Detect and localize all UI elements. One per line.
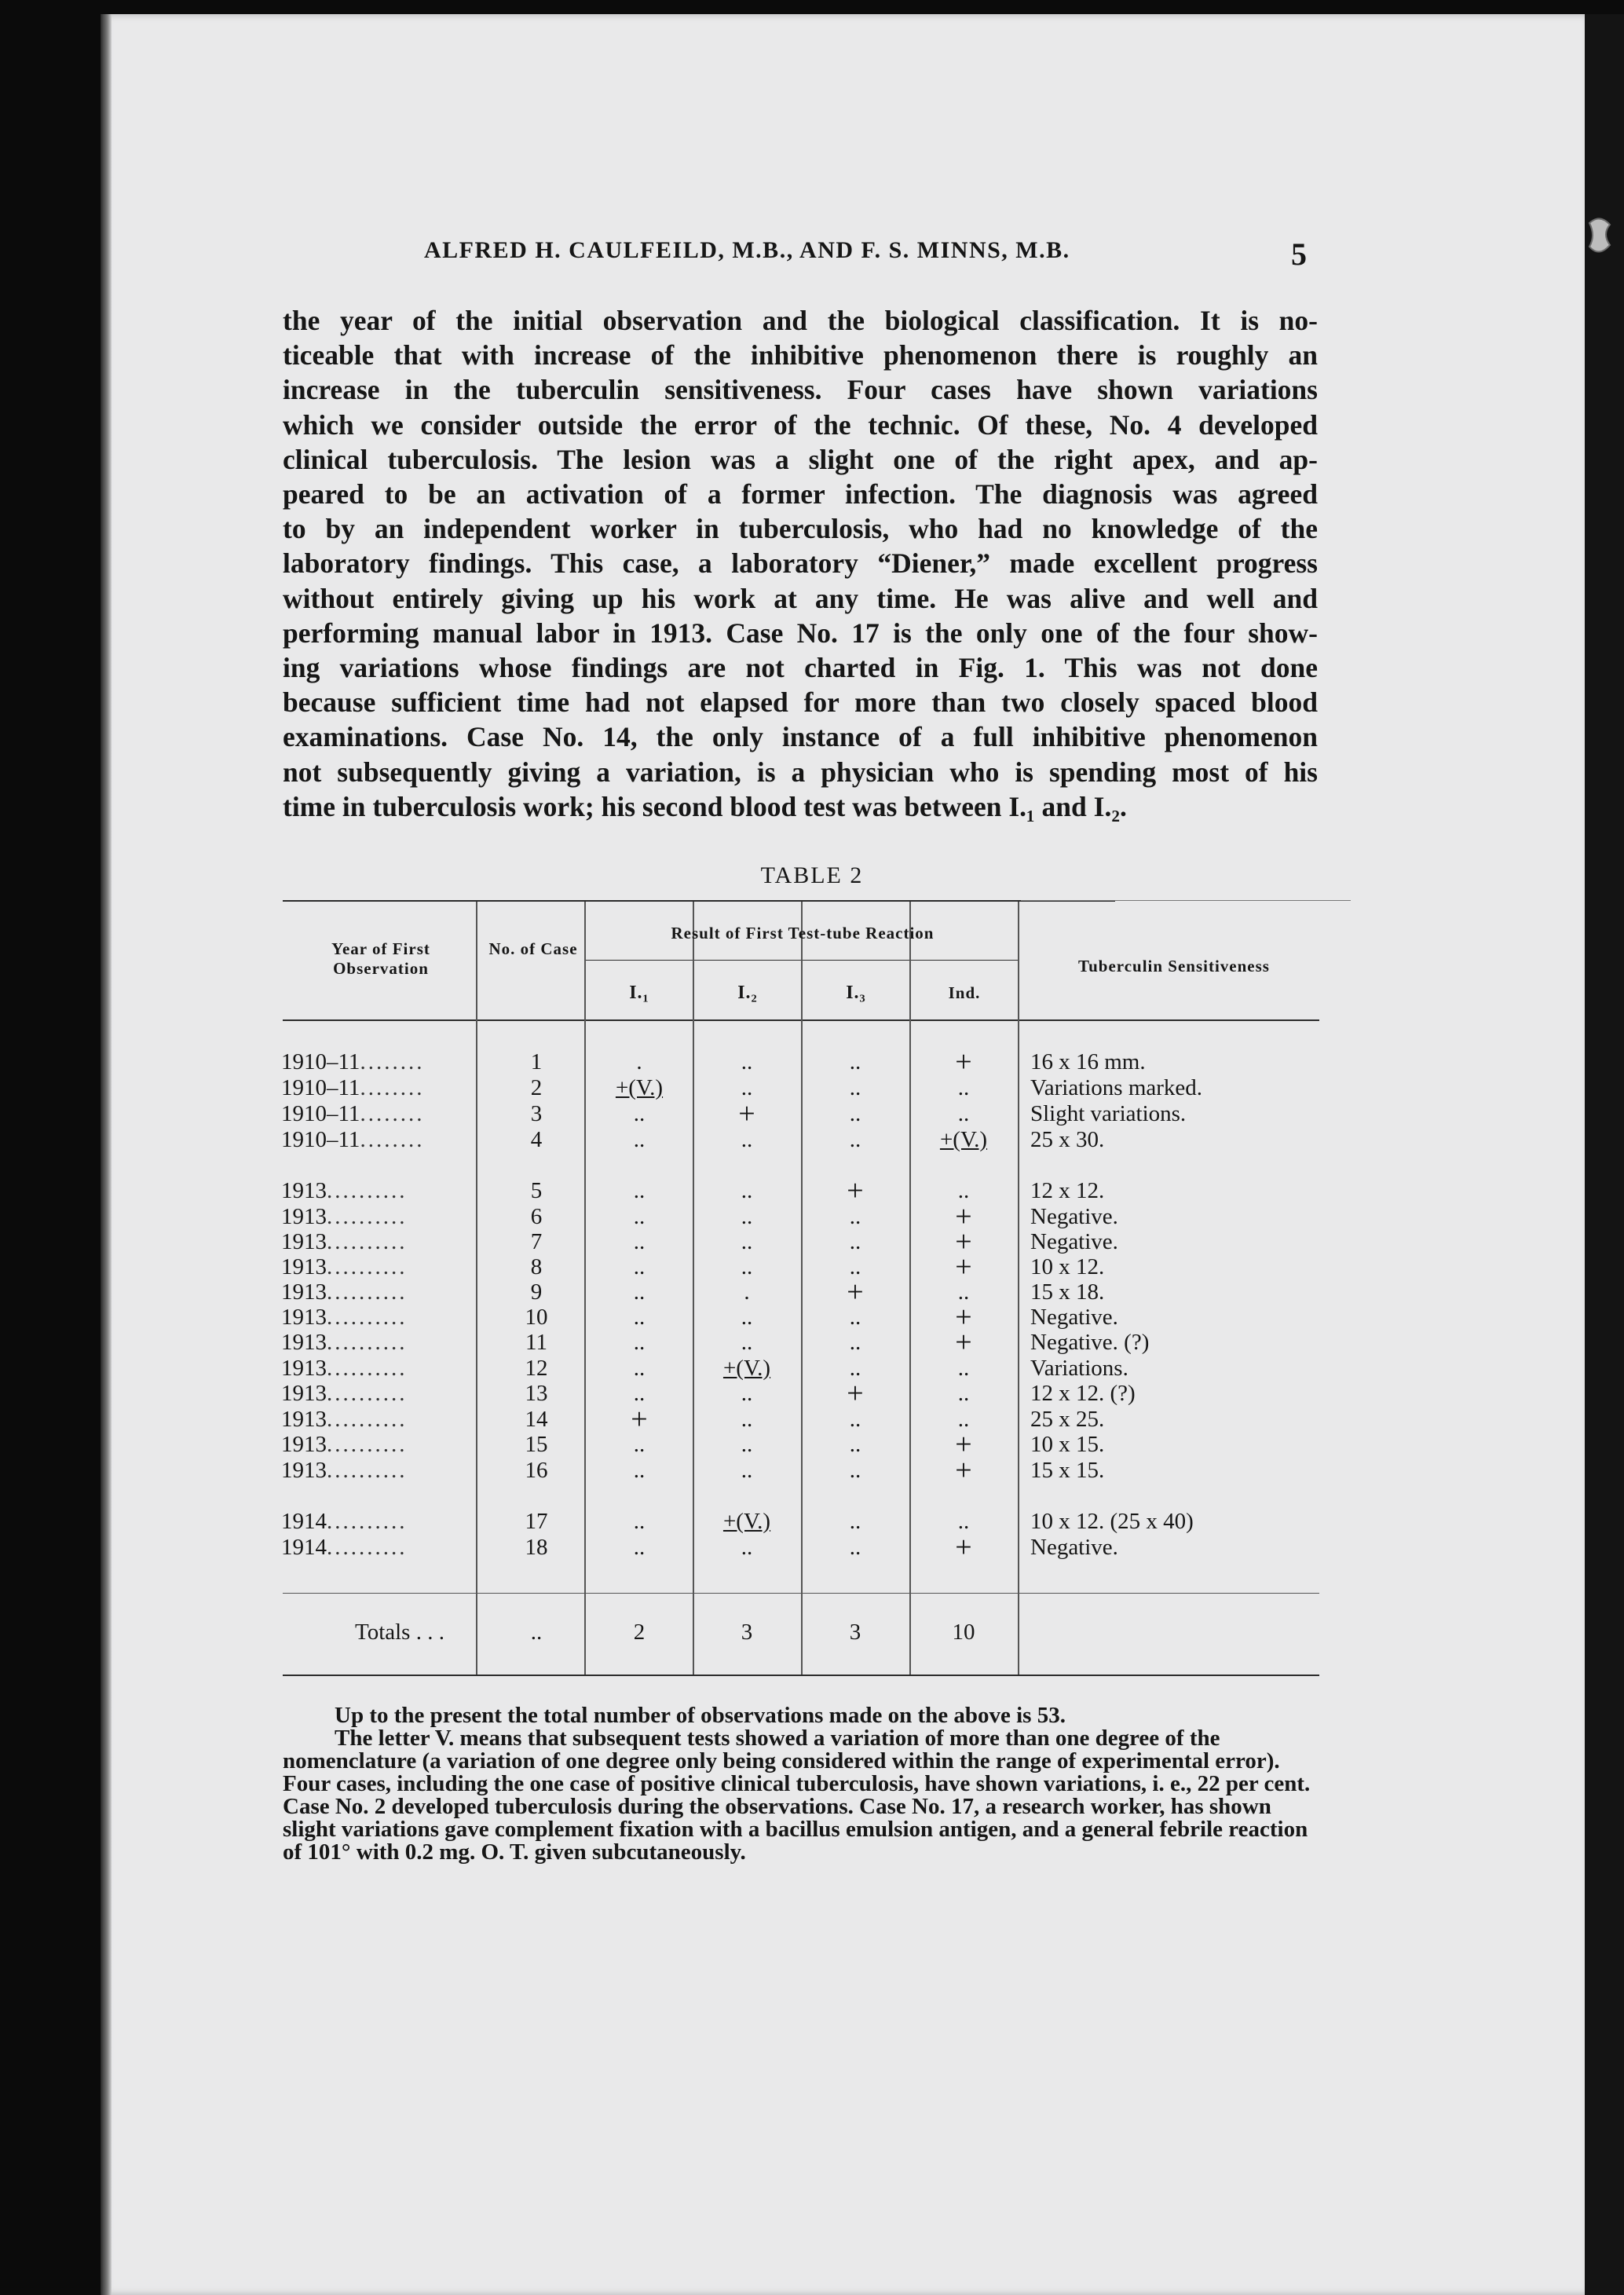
result-cell-i1: .. <box>633 1204 646 1229</box>
result-cell-i2: .. <box>741 1535 753 1560</box>
result-cell-i2: +(V.) <box>722 1356 771 1381</box>
result-cell-i2: .. <box>741 1178 753 1203</box>
table-row-year <box>281 1305 470 1331</box>
result-cell-ind: + <box>955 1225 972 1258</box>
result-cell-i3: .. <box>849 1458 861 1483</box>
result-cell-i1: .. <box>633 1127 646 1152</box>
result-cell-i2: .. <box>741 1330 753 1355</box>
body-line: to by an independent worker in tuberculosis, who had no knowledge of the <box>283 513 1318 545</box>
result-cell-i2: . <box>744 1279 750 1305</box>
table-row-year <box>281 1279 470 1305</box>
dot-leader: .......... <box>327 1407 408 1432</box>
header-i3: I.₃ <box>846 983 866 1003</box>
table-row-year <box>281 1356 470 1382</box>
totals-ind: 10 <box>952 1620 975 1645</box>
result-cell-ind: + <box>955 1045 972 1078</box>
result-cell-i1: .. <box>633 1254 646 1279</box>
header-i2: I.₂ <box>737 983 758 1003</box>
totals-i2: 3 <box>741 1620 753 1645</box>
body-line: laboratory findings. This case, a laboratory “Diener,” made excellent progress <box>283 547 1318 580</box>
year-value: 1913 <box>281 1178 327 1203</box>
header-year: Year of First Observation <box>331 939 430 978</box>
table-row-year <box>281 1254 470 1280</box>
result-cell-i3: .. <box>849 1407 861 1432</box>
case-number: 12 <box>525 1356 548 1381</box>
body-paragraph <box>283 303 1318 824</box>
year-value: 1910–11 <box>281 1127 360 1152</box>
result-cell-i1: .. <box>633 1381 646 1406</box>
dot-leader: ........ <box>360 1075 425 1100</box>
table-row-year <box>281 1432 470 1458</box>
case-number: 16 <box>525 1458 548 1483</box>
result-cell-i2: .. <box>741 1075 753 1100</box>
result-cell-i1: .. <box>633 1330 646 1355</box>
result-cell-i1: .. <box>633 1535 646 1560</box>
totals-label: Totals . . . <box>355 1620 444 1645</box>
sensitiveness-value: 25 x 30. <box>1030 1127 1105 1152</box>
result-cell-i1: .. <box>633 1101 646 1126</box>
result-cell-i3: .. <box>849 1305 861 1330</box>
result-cell-ind: .. <box>957 1101 970 1126</box>
page-binding-shadow <box>101 14 112 2295</box>
body-line: without entirely giving up his work at any time. He was alive and well and <box>283 582 1318 614</box>
body-line: time in tuberculosis work; his second blood test was between I.₁ and I.₂. <box>283 790 1127 822</box>
header-ind: Ind. <box>948 983 981 1002</box>
sensitiveness-value: Negative. <box>1030 1535 1118 1560</box>
result-cell-i2: .. <box>741 1305 753 1330</box>
year-value: 1910–11 <box>281 1049 360 1074</box>
result-cell-ind: .. <box>957 1509 970 1534</box>
result-cell-i1: .. <box>633 1305 646 1330</box>
result-cell-i1: .. <box>633 1432 646 1457</box>
footnote-line-1: Up to the present the total number of observations made on the above is 53. <box>335 1703 1066 1728</box>
case-number: 5 <box>530 1178 543 1203</box>
year-value: 1913 <box>281 1381 327 1406</box>
result-cell-ind: + <box>955 1250 972 1283</box>
result-cell-i2: + <box>738 1097 755 1130</box>
result-cell-i1: . <box>636 1049 642 1074</box>
year-value: 1913 <box>281 1458 327 1483</box>
result-cell-i2: .. <box>741 1432 753 1457</box>
body-line: which we consider outside the error of the technic. Of these, No. 4 developed <box>283 408 1318 441</box>
year-value: 1910–11 <box>281 1101 360 1126</box>
body-line: clinical tuberculosis. The lesion was a slight one of the right apex, and ap- <box>283 443 1318 475</box>
result-cell-ind: + <box>955 1428 972 1461</box>
result-cell-i1: .. <box>633 1356 646 1381</box>
result-cell-i2: .. <box>741 1407 753 1432</box>
body-line: increase in the tuberculin sensitiveness. Four cases have shown variations <box>283 374 1318 406</box>
sensitiveness-value: 15 x 18. <box>1030 1279 1105 1305</box>
result-cell-i1: .. <box>633 1458 646 1483</box>
sensitiveness-value: 12 x 12. <box>1030 1178 1105 1203</box>
year-value: 1913 <box>281 1356 327 1381</box>
header-sensitiveness: Tuberculin Sensitiveness <box>1078 957 1270 975</box>
body-line: peared to be an activation of a former infection. The diagnosis was agreed <box>283 478 1318 511</box>
table-row-year <box>281 1509 470 1535</box>
result-cell-i1: .. <box>633 1279 646 1305</box>
body-line: performing manual labor in 1913. Case No. 17 is the only one of the four show- <box>283 617 1318 649</box>
case-number: 14 <box>525 1407 548 1432</box>
dot-leader: ........ <box>360 1127 425 1152</box>
sensitiveness-value: 10 x 12. <box>1030 1254 1105 1279</box>
result-cell-i3: .. <box>849 1432 861 1457</box>
table-row-year <box>281 1075 470 1101</box>
result-cell-ind: .. <box>957 1356 970 1381</box>
result-cell-i1: + <box>631 1403 648 1436</box>
result-cell-i2: .. <box>741 1204 753 1229</box>
result-cell-i1: .. <box>633 1178 646 1203</box>
sensitiveness-value: 25 x 25. <box>1030 1407 1105 1432</box>
result-cell-i2: .. <box>741 1229 753 1254</box>
table-top-rule-right <box>1021 900 1351 901</box>
sensitiveness-value: Negative. <box>1030 1204 1118 1229</box>
header-result-group: Result of First Test-tube Reaction <box>671 924 935 943</box>
result-cell-i3: .. <box>849 1509 861 1534</box>
dot-leader: ........ <box>360 1049 425 1074</box>
result-cell-ind: .. <box>957 1279 970 1305</box>
year-value: 1913 <box>281 1330 327 1355</box>
table-row-year <box>281 1458 470 1484</box>
case-number: 1 <box>530 1049 543 1074</box>
result-cell-i2: +(V.) <box>722 1509 771 1534</box>
case-number: 2 <box>530 1075 543 1100</box>
sensitiveness-value: 12 x 12. (?) <box>1030 1381 1136 1406</box>
result-cell-ind: .. <box>957 1075 970 1100</box>
result-cell-i2: .. <box>741 1127 753 1152</box>
result-cell-i3: .. <box>849 1330 861 1355</box>
result-cell-i3: + <box>847 1377 864 1410</box>
dot-leader: .......... <box>327 1535 408 1560</box>
dot-leader: .......... <box>327 1458 408 1483</box>
year-value: 1913 <box>281 1407 327 1432</box>
case-number: 13 <box>525 1381 548 1406</box>
result-cell-ind: +(V.) <box>939 1127 988 1152</box>
year-value: 1914 <box>281 1535 327 1560</box>
sensitiveness-value: 10 x 12. (25 x 40) <box>1030 1509 1194 1534</box>
year-value: 1913 <box>281 1279 327 1305</box>
page-number: 5 <box>1291 236 1307 272</box>
year-value: 1913 <box>281 1305 327 1330</box>
case-number: 11 <box>525 1330 547 1355</box>
table-footnote <box>283 1704 1319 1864</box>
dot-leader: .......... <box>327 1254 408 1279</box>
result-cell-i2: .. <box>741 1381 753 1406</box>
table-row-year <box>281 1049 470 1075</box>
dot-leader: .......... <box>327 1381 408 1406</box>
totals-i1: 2 <box>633 1620 646 1645</box>
result-cell-i3: .. <box>849 1101 861 1126</box>
result-cell-i3: .. <box>849 1356 861 1381</box>
body-line: ticeable that with increase of the inhibitive phenomenon there is roughly an <box>283 339 1318 372</box>
year-value: 1910–11 <box>281 1075 360 1100</box>
sensitiveness-value: Negative. (?) <box>1030 1330 1150 1355</box>
dot-leader: .......... <box>327 1356 408 1381</box>
result-cell-i3: .. <box>849 1127 861 1152</box>
result-cell-i3: + <box>847 1276 864 1309</box>
result-cell-ind: + <box>955 1531 972 1564</box>
result-cell-i3: .. <box>849 1049 861 1074</box>
case-number: 15 <box>525 1432 548 1457</box>
table-row-year <box>281 1178 470 1204</box>
sensitiveness-value: Negative. <box>1030 1305 1118 1330</box>
case-number: 3 <box>530 1101 543 1126</box>
case-number: 6 <box>530 1204 543 1229</box>
paper-clip-icon <box>1586 214 1613 258</box>
column-divider <box>1018 902 1019 1675</box>
result-cell-i3: .. <box>849 1535 861 1560</box>
table-row-year <box>281 1535 470 1561</box>
result-cell-i2: .. <box>741 1049 753 1074</box>
case-number: 10 <box>525 1305 548 1330</box>
sensitiveness-value: 10 x 15. <box>1030 1432 1105 1457</box>
table-row-year <box>281 1407 470 1433</box>
body-line: examinations. Case No. 14, the only instance of a full inhibitive phenomenon <box>283 721 1318 753</box>
year-value: 1914 <box>281 1509 327 1534</box>
running-head: ALFRED H. CAULFEILD, M.B., AND F. S. MINNS, M.B. <box>424 237 1070 263</box>
dot-leader: .......... <box>327 1432 408 1457</box>
table-top-rule <box>283 900 1115 902</box>
result-cell-i3: .. <box>849 1075 861 1100</box>
case-number: 4 <box>530 1127 543 1152</box>
dot-leader: .......... <box>327 1279 408 1305</box>
header-i1: I.₁ <box>629 983 649 1003</box>
case-number: 8 <box>530 1254 543 1279</box>
sensitiveness-value: 15 x 15. <box>1030 1458 1105 1483</box>
result-cell-i2: .. <box>741 1458 753 1483</box>
result-cell-ind: .. <box>957 1381 970 1406</box>
year-value: 1913 <box>281 1254 327 1279</box>
body-line: not subsequently giving a variation, is a physician who is spending most of his <box>283 756 1318 788</box>
table-row-year <box>281 1204 470 1230</box>
footnote-paragraph-2: The letter V. means that subsequent tests showed a variation of more than one degree of the nomenclature (a variation of one degree only being considered within the range of experimental error). Four cases, including the one case of positive clinical tuberculosis, have shown variations, i. e., 22 per cent. Case No. 2 developed tuberculosis during the observations. Case No. 17, a research worker, has shown slight variations gave complement fixation with a bacillus emulsion antigen, and a general febrile reaction of 101° with 0.2 mg. O. T. given subcutaneously. <box>283 1726 1311 1865</box>
header-case: No. of Case <box>488 939 578 958</box>
dot-leader: .......... <box>327 1229 408 1254</box>
result-cell-i3: .. <box>849 1229 861 1254</box>
body-line: the year of the initial observation and the biological classification. It is no- <box>283 305 1318 336</box>
result-cell-ind: .. <box>957 1178 970 1203</box>
result-cell-i1: .. <box>633 1229 646 1254</box>
table-row-year <box>281 1229 470 1255</box>
result-cell-i3: .. <box>849 1204 861 1229</box>
result-cell-i3: + <box>847 1174 864 1207</box>
totals-i3: 3 <box>849 1620 861 1645</box>
scan-border <box>1585 14 1624 2295</box>
year-value: 1913 <box>281 1432 327 1457</box>
body-line: ing variations whose findings are not charted in Fig. 1. This was not done <box>283 652 1318 684</box>
table-row-year <box>281 1101 470 1127</box>
result-cell-i1: +(V.) <box>615 1075 664 1100</box>
case-number: 7 <box>530 1229 543 1254</box>
result-cell-i1: .. <box>633 1509 646 1534</box>
result-cell-i2: .. <box>741 1254 753 1279</box>
sensitiveness-value: Variations. <box>1030 1356 1128 1381</box>
dot-leader: .......... <box>327 1509 408 1534</box>
result-cell-i3: .. <box>849 1254 861 1279</box>
sensitiveness-value: Slight variations. <box>1030 1101 1187 1126</box>
result-cell-ind: + <box>955 1301 972 1334</box>
case-number: 17 <box>525 1509 548 1534</box>
sensitiveness-value: Variations marked. <box>1030 1075 1203 1100</box>
dot-leader: ........ <box>360 1101 425 1126</box>
table-title: TABLE 2 <box>760 862 864 888</box>
totals-case: .. <box>530 1620 543 1645</box>
result-cell-ind: + <box>955 1200 972 1233</box>
table-row-year <box>281 1330 470 1356</box>
case-number: 9 <box>530 1279 543 1305</box>
table-row-year <box>281 1381 470 1407</box>
table-row-year <box>281 1127 470 1153</box>
year-value: 1913 <box>281 1229 327 1254</box>
year-value: 1913 <box>281 1204 327 1229</box>
result-cell-ind: + <box>955 1326 972 1359</box>
sensitiveness-value: 16 x 16 mm. <box>1030 1049 1146 1074</box>
result-cell-ind: .. <box>957 1407 970 1432</box>
dot-leader: .......... <box>327 1178 408 1203</box>
dot-leader: .......... <box>327 1305 408 1330</box>
dot-leader: .......... <box>327 1204 408 1229</box>
dot-leader: .......... <box>327 1330 408 1355</box>
body-line: because sufficient time had not elapsed for more than two closely spaced blood <box>283 686 1318 719</box>
case-number: 18 <box>525 1535 548 1560</box>
result-cell-ind: + <box>955 1454 972 1487</box>
table-bottom-rule <box>283 1675 1319 1676</box>
sensitiveness-value: Negative. <box>1030 1229 1118 1254</box>
